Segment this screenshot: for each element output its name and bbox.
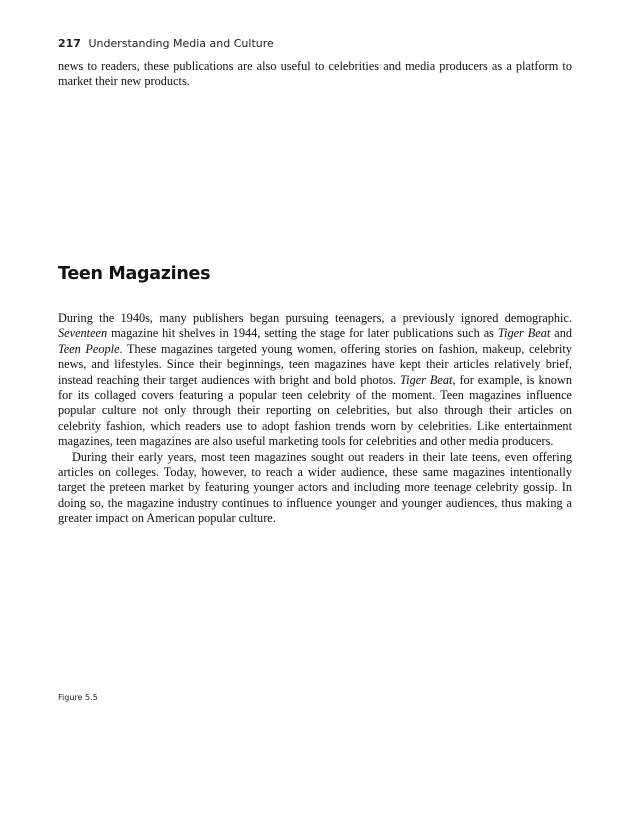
figure-caption: Figure 5.5 [58, 693, 98, 702]
page-number: 217 [58, 37, 81, 50]
intro-paragraph: news to readers, these publications are also useful to celebrities and media producers as a platform to market their new products. [58, 59, 572, 89]
paragraph-1-text-4: . These magazines targeted young women, offering stories on fashion, makeup, celebrity news, and lifestyles. Since their beginnings, teen magazines have kept their articles relatively brief, instead reaching their target audiences with bright and bold photos. [58, 341, 572, 387]
paragraph-1-text-1: During the 1940s, many publishers began pursuing teenagers, a previously ignored demographic. [58, 311, 572, 325]
section-body [58, 311, 572, 527]
paragraph-1 [58, 311, 572, 450]
paragraph-1-text-3: and [550, 326, 572, 341]
book-title: Understanding Media and Culture [88, 37, 274, 50]
magazine-title-teen-people: Teen People [58, 341, 120, 356]
magazine-title-tiger-beat: Tiger Beat [497, 326, 551, 341]
section-title: Teen Magazines [58, 264, 211, 284]
running-header [58, 37, 274, 50]
paragraph-1-text-5: , for example, is known for its collaged covers featuring a popular teen celebrity of the moment. Teen magazines influence popular culture not only through their reporting on celebrities, but also through their articles on celebrity fashion, which readers use to adopt fashion trends worn by celebrities. Like entertainment magazines, teen magazines are also useful marketing tools for celebrities and other media producers. [58, 372, 572, 449]
magazine-title-seventeen: Seventeen [58, 326, 108, 341]
paragraph-2: During their early years, most teen magazines sought out readers in their late teens, even offering articles on colleges. Today, however, to reach a wider audience, these same magazines intentionally target the preteen market by featuring younger actors and including more teenage celebrity gossip. In doing so, the magazine industry continues to influence younger and younger audiences, thus making a greater impact on American popular culture. [58, 449, 572, 526]
magazine-title-tiger-beat-2: Tiger Beat [400, 372, 453, 387]
paragraph-1-text-2: magazine hit shelves in 1944, setting the stage for later publications such as [107, 326, 498, 341]
